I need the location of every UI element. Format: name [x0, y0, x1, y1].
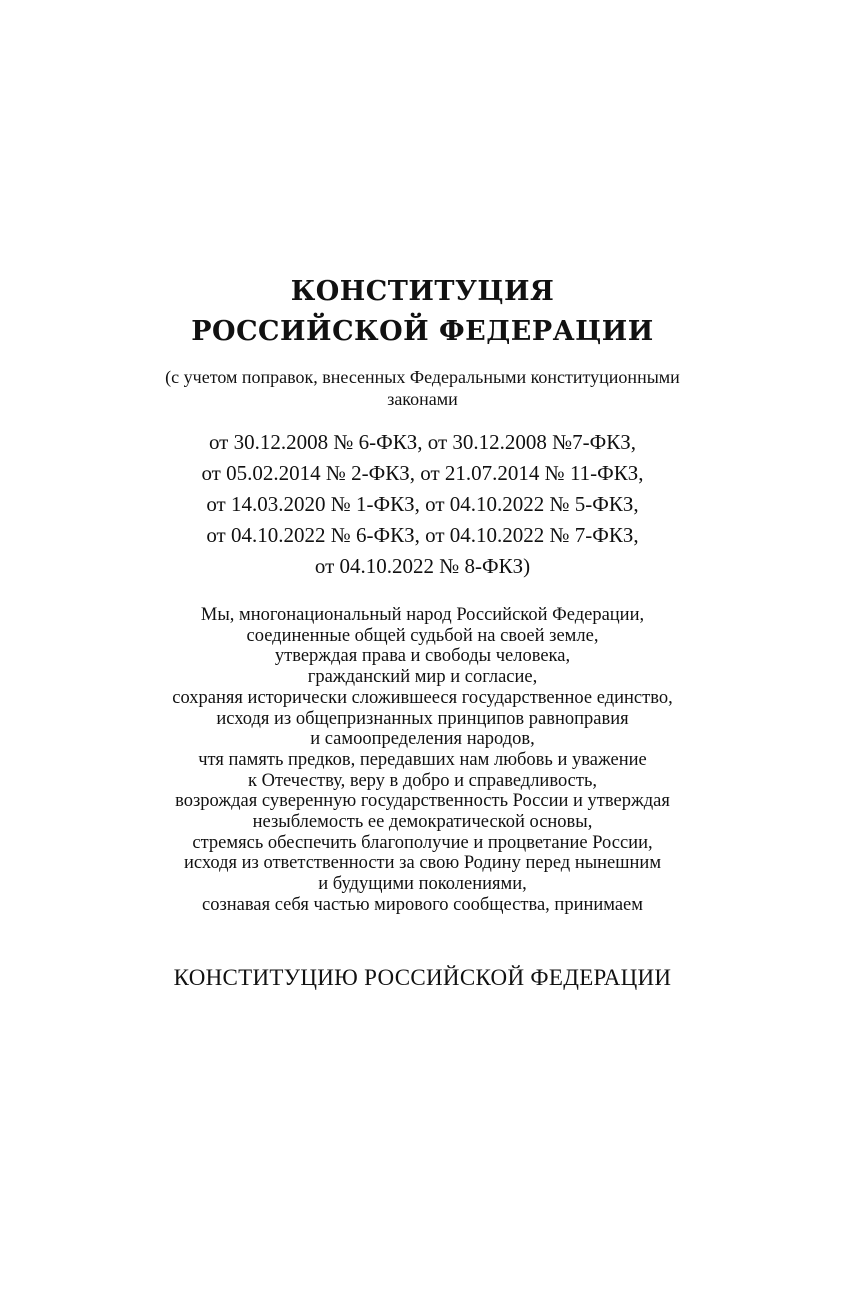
- preamble-line: исходя из ответственности за свою Родину перед нынешним: [183, 853, 662, 874]
- amendment-line: от 30.12.2008 № 6-ФКЗ, от 30.12.2008 №7-ФКЗ,: [208, 430, 637, 454]
- amendment-line: от 05.02.2014 № 2-ФКЗ, от 21.07.2014 № 11-ФКЗ,: [201, 461, 644, 485]
- preamble-line: соединенные общей судьбой на своей земле,: [246, 625, 599, 646]
- preamble-line: и самоопределения народов,: [310, 729, 535, 750]
- preamble-line: гражданский мир и согласие,: [307, 667, 538, 688]
- amendments-list: [0, 427, 845, 582]
- preamble-line: Мы, многонациональный народ Российской Федерации,: [200, 605, 645, 625]
- amendment-line: от 04.10.2022 № 6-ФКЗ, от 04.10.2022 № 7-ФКЗ,: [206, 523, 639, 547]
- preamble-line: возрождая суверенную государственность России и утверждая: [175, 791, 670, 812]
- preamble-line: незыблемость ее демократической основы,: [252, 812, 593, 833]
- title-line: РОССИЙСКОЙ ФЕДЕРАЦИИ: [191, 316, 654, 347]
- amendments-note: [0, 366, 845, 410]
- preamble-line: и будущими поколениями,: [318, 874, 527, 895]
- preamble-line: сохраняя исторически сложившееся государственное единство,: [172, 687, 673, 708]
- preamble-line: к Отечеству, веру в добро и справедливость,: [247, 770, 598, 791]
- preamble-line: чтя память предков, передавших нам любовь и уважение: [198, 749, 647, 770]
- preamble-line: исходя из общепризнанных принципов равноправия: [216, 708, 629, 729]
- subtitle-line: законами: [387, 389, 458, 409]
- subtitle-line: (с учетом поправок, внесенных Федеральными конституционными: [165, 367, 680, 387]
- preamble-line: стремясь обеспечить благополучие и процветание России,: [192, 832, 653, 853]
- preamble: [0, 605, 845, 916]
- amendment-line: от 04.10.2022 № 8-ФКЗ): [314, 554, 531, 578]
- preamble-final-line: КОНСТИТУЦИЮ РОССИЙСКОЙ ФЕДЕРАЦИИ: [173, 965, 672, 990]
- preamble-line: сознавая себя частью мирового сообщества, принимаем: [202, 894, 643, 915]
- document-title: [0, 272, 845, 352]
- title-line: КОНСТИТУЦИЯ: [290, 276, 555, 307]
- amendment-line: от 14.03.2020 № 1-ФКЗ, от 04.10.2022 № 5-ФКЗ,: [206, 492, 639, 516]
- preamble-line: утверждая права и свободы человека,: [274, 646, 571, 667]
